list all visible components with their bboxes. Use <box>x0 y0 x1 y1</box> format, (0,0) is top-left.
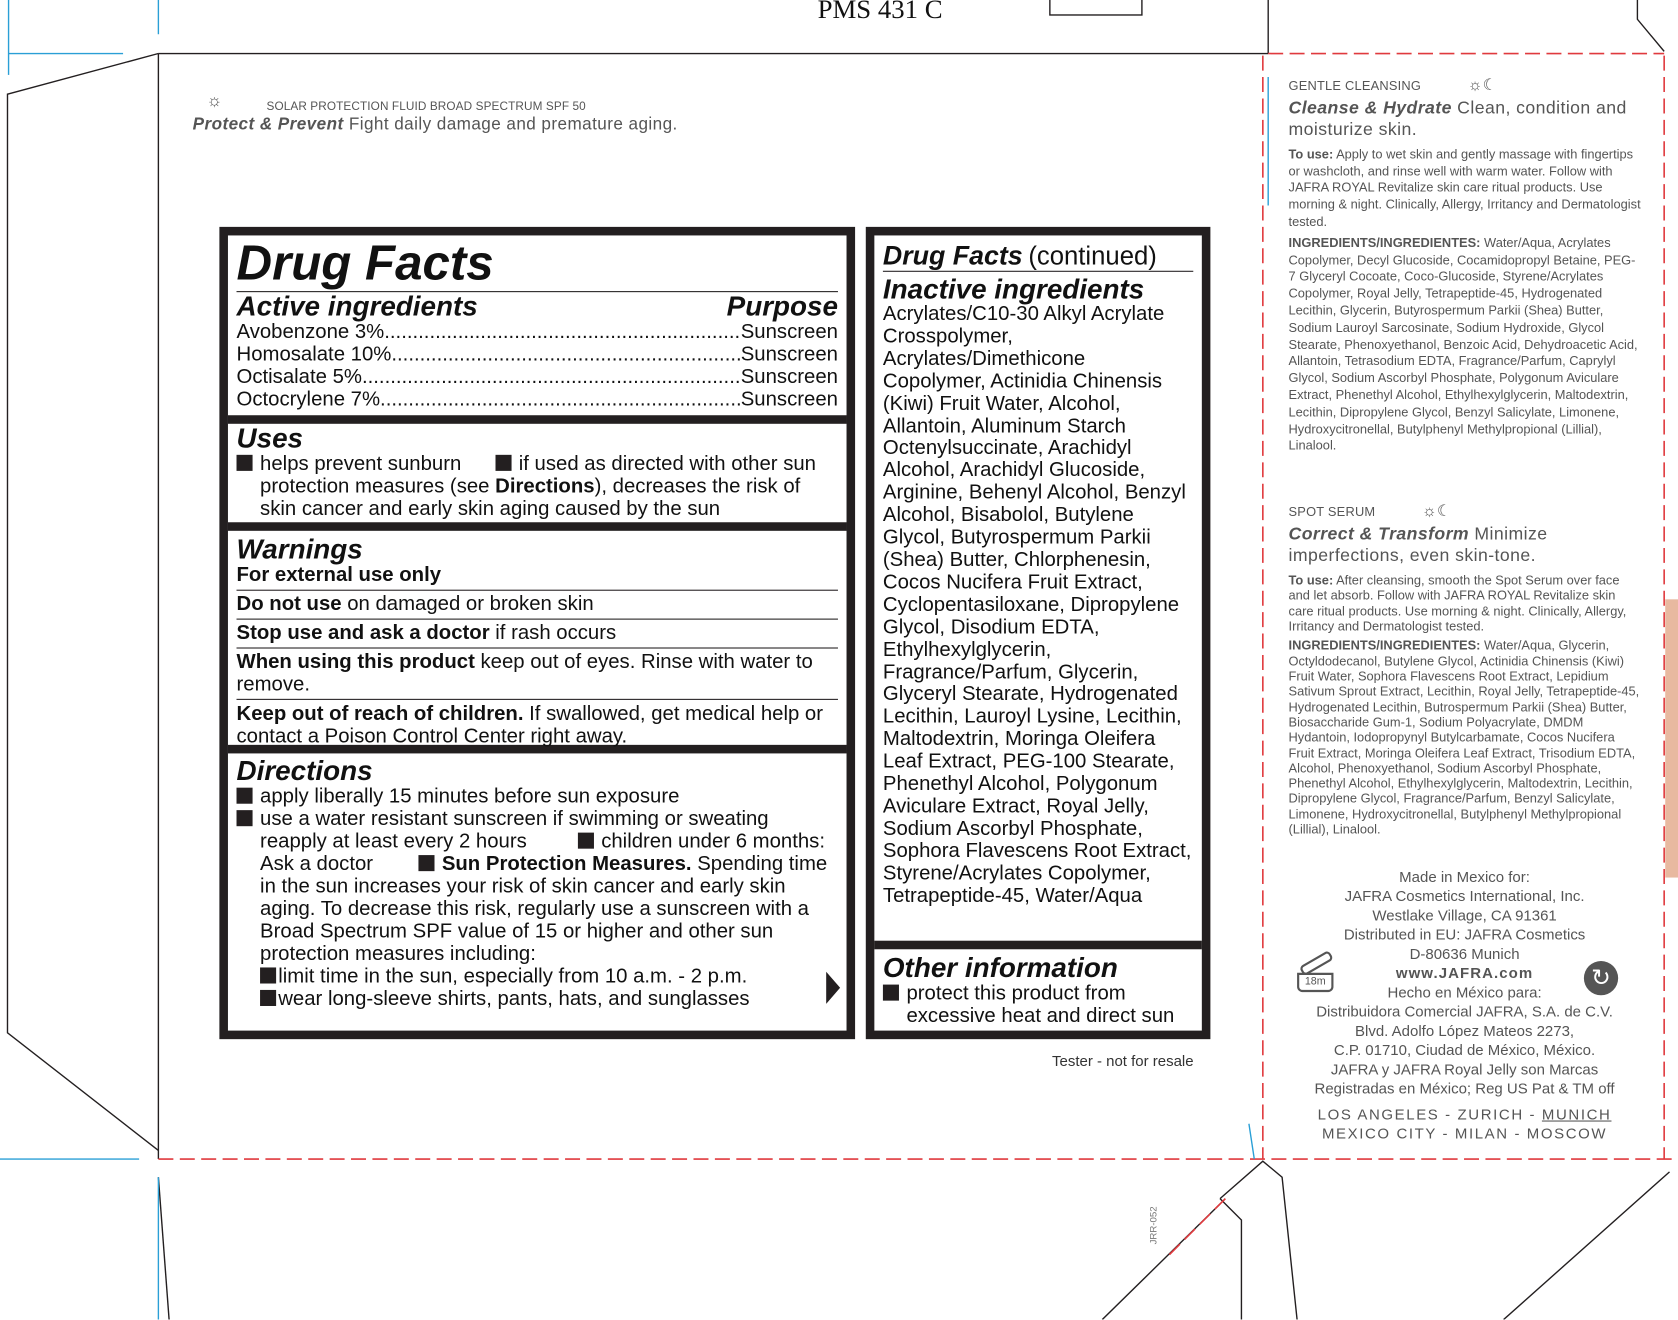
address-line: Westlake Village, CA 91361 <box>1372 906 1557 924</box>
product-line: SOLAR PROTECTION FLUID BROAD SPECTRUM SPF 50 <box>266 100 586 114</box>
tagline-text: Fight daily damage and premature aging. <box>348 115 678 134</box>
direction-item: use a water resistant sunscreen if swimming or sweating reapply at least every 2 hours children under 6 months: Ask a doctor Sun Protection Measures. Spending time in the sun increases your risk of skin cancer and early skin aging. To decrease this risk, regularly use a sunscreen with a Broad Spectrum SPF value of 15 or higher and other sun protection measures including: <box>237 808 838 965</box>
address-line: Blvd. Adolfo López Mateos 2273, <box>1355 1022 1575 1040</box>
manufacturer-info <box>1280 867 1649 1143</box>
cities-line: LOS ANGELES - ZURICH - MUNICH <box>1317 1105 1612 1123</box>
warning-item: When using this product keep out of eyes. Rinse with water to remove. <box>237 647 838 698</box>
usage-text: To use: Apply to wet skin and gently massage with fingertips or washcloth, and rinse well with warm water. Follow with JAFRA ROYAL Revitalize skin care ritual products. Use morning & night. Clinically, Allergy, Irritancy and Dermatologist tested. <box>1288 146 1641 230</box>
bullet-square <box>237 455 253 471</box>
directions-section <box>228 754 847 1011</box>
inactive-heading: Inactive ingredients <box>882 272 1145 306</box>
cities-line: MEXICO CITY - MILAN - MOSCOW <box>1321 1124 1608 1142</box>
leader-dots <box>384 321 740 343</box>
use-item: helps prevent sunburn <box>260 452 462 476</box>
drug-facts-continued-panel <box>866 227 1211 1039</box>
address-line: Distributed in EU: JAFRA Cosmetics <box>1343 925 1586 943</box>
category-label: SPOT SERUM <box>1288 504 1376 520</box>
gentle-cleansing-section <box>1289 77 1642 455</box>
ingredient-name: Octisalate 5% <box>236 366 362 389</box>
warning-item: Do not use on damaged or broken skin <box>237 590 838 619</box>
tester-note: Tester - not for resale <box>1052 1052 1194 1070</box>
ingredient-name: Octocrylene 7% <box>236 388 381 411</box>
continued-suffix: (continued) <box>1028 241 1157 271</box>
warnings-section <box>228 532 847 749</box>
address-line: Hecho en México para: <box>1387 983 1542 1001</box>
leader-dots <box>391 344 740 366</box>
continue-arrow-icon <box>826 972 840 1004</box>
active-ingredient-row <box>237 344 838 366</box>
direction-subitem: limit time in the sun, especially from 10 a.m. - 2 p.m. <box>237 965 838 987</box>
use-directions-ref: Directions <box>495 475 595 498</box>
warning-item: Stop use and ask a doctor if rash occurs <box>237 619 838 648</box>
warning-item: Keep out of reach of children. If swallowed, get medical help or contact a Poison Control Center right away. <box>237 699 838 751</box>
product-tagline <box>193 116 678 135</box>
ingredient-purpose: Sunscreen <box>740 343 838 367</box>
active-ingredient-row <box>237 366 838 388</box>
ingredient-name: Avobenzone 3% <box>236 321 385 344</box>
spot-serum-section <box>1289 503 1642 837</box>
sun-moon-icon: ☼☾ <box>1467 75 1498 95</box>
active-heading: Active ingredients <box>236 290 478 323</box>
sun-moon-icon: ☼☾ <box>1421 501 1452 521</box>
website-link[interactable]: www.JAFRA.com <box>1395 964 1534 982</box>
continued-title: Drug Facts <box>882 240 1023 271</box>
drug-facts-panel <box>219 227 855 1039</box>
sun-icon: ☼ <box>206 92 223 111</box>
ingredient-name: Homosalate 10% <box>236 343 392 367</box>
address-line: D-80636 Munich <box>1409 944 1520 963</box>
purpose-heading: Purpose <box>726 290 838 323</box>
ingredient-purpose: Sunscreen <box>740 388 838 411</box>
other-information-section <box>874 949 1201 1030</box>
ingredients-text: INGREDIENTS/INGREDIENTES: Water/Aqua, Glycerin, Octyldodecanol, Butylene Glycol, Actinidia Chinensis (Kiwi) Fruit Water, Sophora Flavescens Root Extract, Lepidium Sativum Sprout Extract, Lecithin, Royal Jelly, Tetrapeptide-45, Hydrogenated Lecithin, Butrospermum Parkii (Shea) Butter, Biosaccharide Gum-1, Sodium Polyacrylate, DMDM Hydantoin, Iodopropynyl Butylcarbamate, Cocos Nucifera Fruit Extract, Moringa Oleifera Leaf Extract, Trisodium EDTA, Alcohol, Phenoxyethanol, Sodium Ascorbyl Phosphate, Phenethyl Alcohol, Ethylhexylglycerin, Maltodextrin, Lecithin, Dipropylene Glycol, Fragrance/Parfum, Benzyl Salicylate, Limonene, Hydroxycitronellal, Butylphenyl Methylpropional (Lillial), Linalool. <box>1288 638 1640 837</box>
address-line: Registradas en México; Reg US Pat & TM off <box>1314 1079 1615 1097</box>
tagline-bold: Protect & Prevent <box>192 115 344 134</box>
directions-heading: Directions <box>236 754 373 787</box>
product-tagline: Correct & Transform Minimize imperfections, even skin-tone. <box>1288 524 1548 565</box>
item-code: JRR-052 <box>1148 1206 1159 1245</box>
green-dot-recycle-icon: ↻ <box>1584 961 1618 995</box>
address-line: Distribuidora Comercial JAFRA, S.A. de C.V. <box>1316 1002 1613 1020</box>
address-line: C.P. 01710, Ciudad de México, México. <box>1333 1041 1596 1059</box>
pms-color-label: PMS 431 C <box>817 0 943 25</box>
address-line: JAFRA Cosmetics International, Inc. <box>1344 887 1585 905</box>
uses-heading: Uses <box>236 421 304 454</box>
active-ingredients-section <box>228 291 847 411</box>
bullet-square <box>495 455 511 471</box>
leader-dots <box>380 388 741 410</box>
active-ingredient-row <box>237 321 838 343</box>
use-item: if used as directed with other sun protection measures (see <box>260 452 816 498</box>
other-heading: Other information <box>882 951 1118 984</box>
ingredients-text: INGREDIENTS/INGREDIENTES: Water/Aqua, Acrylates Copolymer, Decyl Glucoside, Cocamidopropyl Betaine, PEG-7 Glyceryl Cocoate, Coco-Glucoside, Styrene/Acrylates Copolymer, Royal Jelly, Tetrapeptide-45, Hydrogenated Lecithin, Glycerin, Butyrospermum Parkii (Shea) Butter, Sodium Lauroyl Sarcosinate, Sodium Hydroxide, Glycol Stearate, Phenoxyethanol, Benzoic Acid, Dehydroacetic Acid, Allantoin, Tetrasodium EDTA, Fragrance/Parfum, Caprylyl Glycol, Sodium Ascorbyl Phosphate, Polygonum Aviculare Extract, Phenethyl Alcohol, Ethylhexylglycerin, Maltodextrin, Lecithin, Dipropylene Glycol, Benzyl Salicylate, Limonene, Hydroxycitronellal, Butylphenyl Methylpropional (Lillial), Linalool. <box>1288 235 1638 454</box>
leader-dots <box>362 366 741 388</box>
use-item-cont: ), decreases the risk of skin cancer and early skin aging caused by the sun <box>260 475 801 521</box>
ingredient-purpose: Sunscreen <box>740 321 838 344</box>
period-after-opening-icon: 18m <box>1297 958 1333 992</box>
ingredient-purpose: Sunscreen <box>740 366 838 389</box>
product-tagline: Cleanse & Hydrate Clean, condition and moisturize skin. <box>1288 98 1627 139</box>
warnings-heading: Warnings <box>236 532 363 566</box>
active-ingredient-row <box>237 388 838 410</box>
inactive-ingredients: Acrylates/C10-30 Alkyl Acrylate Crosspolymer, Acrylates/Dimethicone Copolymer, Actinidia Chinensis (Kiwi) Fruit Water, Alcohol, Allantoin, Aluminum Starch Octenylsuccinate, Arachidyl Alcohol, Arachidyl Glucoside, Arginine, Behenyl Alcohol, Benzyl Alcohol, Bisabolol, Butylene Glycol, Butyrospermum Parkii (Shea) Butter, Chlorphenesin, Cocos Nucifera Fruit Extract, Cyclopentasiloxane, Dipropylene Glycol, Disodium EDTA, Ethylhexylglycerin, Fragrance/Parfum, Glycerin, Glyceryl Stearate, Hydrogenated Lecithin, Lauroyl Lysine, Lecithin, Maltodextrin, Moringa Oleifera Leaf Extract, PEG-100 Stearate, Phenethyl Alcohol, Polygonum Aviculare Extract, Royal Jelly, Sodium Ascorbyl Phosphate, Sophora Flavescens Root Extract, Styrene/Acrylates Copolymer, Tetrapeptide-45, Water/Aqua <box>882 302 1192 908</box>
uses-section <box>228 421 847 522</box>
address-line: Made in Mexico for: <box>1399 867 1530 886</box>
direction-subitem: wear long-sleeve shirts, pants, hats, and sunglasses <box>237 988 838 1010</box>
usage-text: To use: After cleansing, smooth the Spot Serum over face and let absorb. Follow with JAFRA ROYAL Revitalize skin care ritual products. Use morning & night. Clinically, Allergy, Irritancy and Dermatologist tested. <box>1288 572 1627 634</box>
category-label: GENTLE CLEANSING <box>1288 78 1422 94</box>
external-use: For external use only <box>236 563 442 587</box>
address-line: JAFRA y JAFRA Royal Jelly son Marcas <box>1330 1060 1599 1078</box>
drug-facts-title: Drug Facts <box>236 234 494 291</box>
direction-item: apply liberally 15 minutes before sun exposure <box>237 786 838 808</box>
other-item: protect this product from excessive heat and direct sun <box>906 982 1175 1028</box>
